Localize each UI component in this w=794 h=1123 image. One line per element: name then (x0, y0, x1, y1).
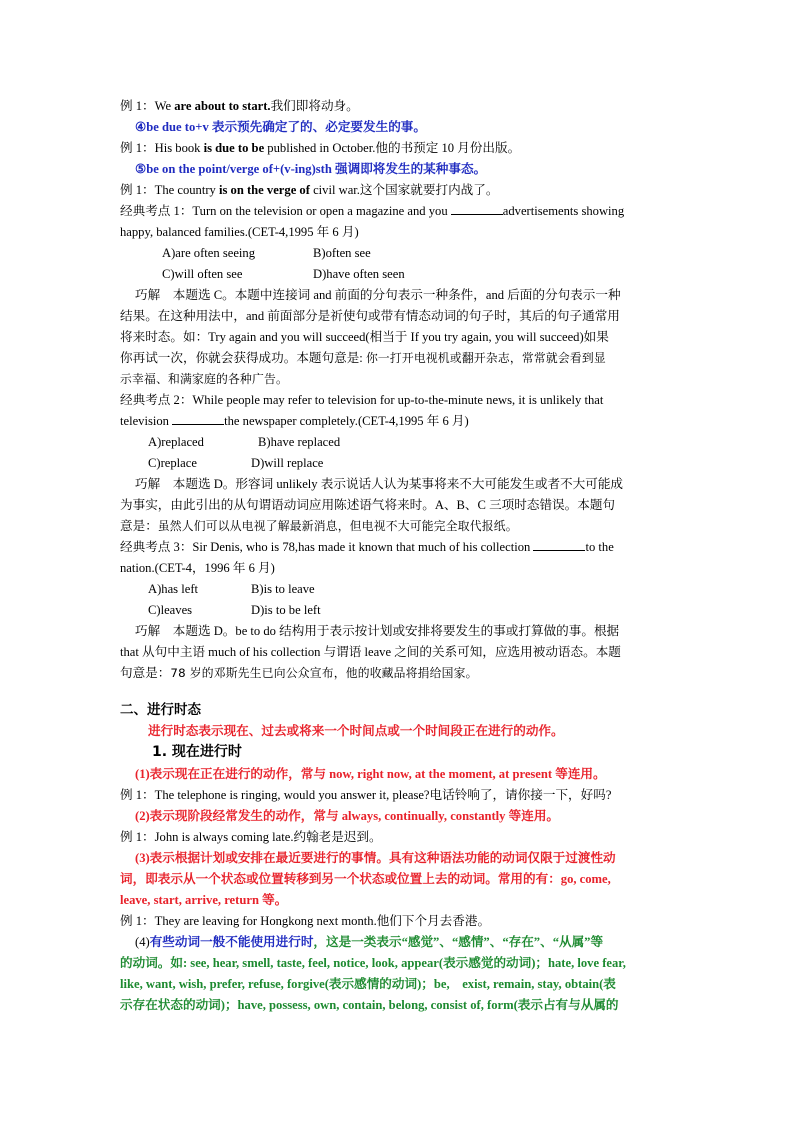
usage-rule: like, want, wish, prefer, refuse, forgive(表示感情的动词)；be, exist, remain, stay, obtain(表 (120, 977, 616, 991)
usage-rule: 的动词。如: see, hear, smell, taste, feel, notice, look, appear(表示感觉的动词)；hate, love fear, (120, 956, 626, 970)
subsection-heading: 1. 现在进行时 (152, 744, 242, 760)
explanation: 你再试一次，你就会获得成功。本题句意是: 你一打开电视机或翻开杂志，常常就会看到显 (120, 351, 606, 365)
explanation: 句意是：78 岁的邓斯先生已向公众宣布，他的收藏品将捐给国家。 (120, 666, 478, 680)
section-heading: 二、进行时态 (120, 702, 201, 718)
example-line: 例 1：His book is due to be published in October.他的书预定 10 月份出版。 (120, 141, 521, 155)
option-a: A)has left (148, 582, 199, 596)
option-b: B)is to leave (251, 582, 315, 596)
answer-blank (533, 538, 585, 551)
usage-rule: leave, start, arrive, return 等。 (120, 893, 288, 907)
section-definition: 进行时态表示现在、过去或将来一个时间点或一个时间段正在进行的动作。 (148, 724, 564, 738)
rule-heading: ④be due to+v 表示预先确定了的、必定要发生的事。 (135, 120, 426, 134)
example-line: 例 1：John is always coming late.约翰老是迟到。 (120, 830, 382, 844)
exam-question: 经典考点 1：Turn on the television or open a magazine and you advertisements showing (120, 204, 625, 218)
option-d: D)have often seen (313, 267, 405, 281)
exam-question: happy, balanced families.(CET-4,1995 年 6 月) (120, 225, 359, 239)
explanation: 意是：虽然人们可以从电视了解最新消息，但电视不大可能完全取代报纸。 (120, 519, 518, 533)
example-line: 例 1：The country is on the verge of civil war.这个国家就要打内战了。 (120, 183, 499, 197)
explanation: 示幸福、和满家庭的各种广告。 (120, 372, 288, 386)
answer-blank (172, 412, 224, 425)
explanation: 结果。在这种用法中，and 前面部分是祈使句或带有情态动词的句子时，其后的句子通常用 (120, 309, 620, 323)
usage-rule: (4)有些动词一般不能使用进行时，这是一类表示“感觉”、“感情”、“存在”、“从属”等 (135, 935, 604, 949)
usage-rule: (2)表示现阶段经常发生的动作，常与 always, continually, constantly 等连用。 (135, 809, 560, 823)
explanation: 巧解 本题选 D。be to do 结构用于表示按计划或安排将要发生的事或打算做的事。根据 (135, 624, 620, 638)
option-c: C)leaves (148, 603, 193, 617)
explanation: 巧解 本题选 D。形容词 unlikely 表示说话人认为某事将来不大可能发生或者不大可能成 (135, 477, 624, 491)
usage-rule: 示存在状态的动词)；have, possess, own, contain, belong, consist of, form(表示占有与从属的 (120, 998, 619, 1012)
example-line: 例 1：We are about to start.我们即将动身。 (120, 99, 359, 113)
rule-heading: ⑤be on the point/verge of+(v-ing)sth 强调即将发生的某种事态。 (135, 162, 487, 176)
usage-rule: (3)表示根据计划或安排在最近要进行的事情。具有这种语法功能的动词仅限于过渡性动 (135, 851, 616, 865)
exam-question: 经典考点 3：Sir Denis, who is 78,has made it known that much of his collection to the (120, 540, 614, 554)
example-line: 例 1：The telephone is ringing, would you answer it, please?电话铃响了，请你接一下，好吗? (120, 788, 612, 802)
example-line: 例 1：They are leaving for Hongkong next month.他们下个月去香港。 (120, 914, 491, 928)
usage-rule: (1)表示现在正在进行的动作，常与 now, right now, at the moment, at present 等连用。 (135, 767, 606, 781)
option-c: C)replace (148, 456, 197, 470)
option-d: D)will replace (251, 456, 324, 470)
exam-question: television the newspaper completely.(CET-4,1995 年 6 月) (120, 414, 469, 428)
exam-question: 经典考点 2：While people may refer to television for up-to-the-minute news, it is unlikely that (120, 393, 604, 407)
option-b: B)often see (313, 246, 371, 260)
answer-blank (451, 202, 503, 215)
usage-rule: 词，即表示从一个状态或位置转移到另一个状态或位置上去的动词。常用的有：go, come, (120, 872, 611, 886)
exam-question: nation.(CET-4，1996 年 6 月) (120, 561, 275, 575)
explanation: 为事实，由此引出的从句谓语动词应用陈述语气将来时。A、B、C 三项时态错误。本题句 (120, 498, 616, 512)
option-d: D)is to be left (251, 603, 321, 617)
explanation: 将来时态。如：Try again and you will succeed(相当于 If you try again, you will succeed)如果 (120, 330, 609, 344)
option-a: A)are often seeing (162, 246, 256, 260)
explanation: 巧解 本题选 C。本题中连接词 and 前面的分句表示一种条件，and 后面的分句表示一种 (135, 288, 621, 302)
option-c: C)will often see (162, 267, 243, 281)
explanation: that 从句中主语 much of his collection 与谓语 leave 之间的关系可知，应选用被动语态。本题 (120, 645, 621, 659)
option-a: A)replaced (148, 435, 204, 449)
option-b: B)have replaced (258, 435, 341, 449)
